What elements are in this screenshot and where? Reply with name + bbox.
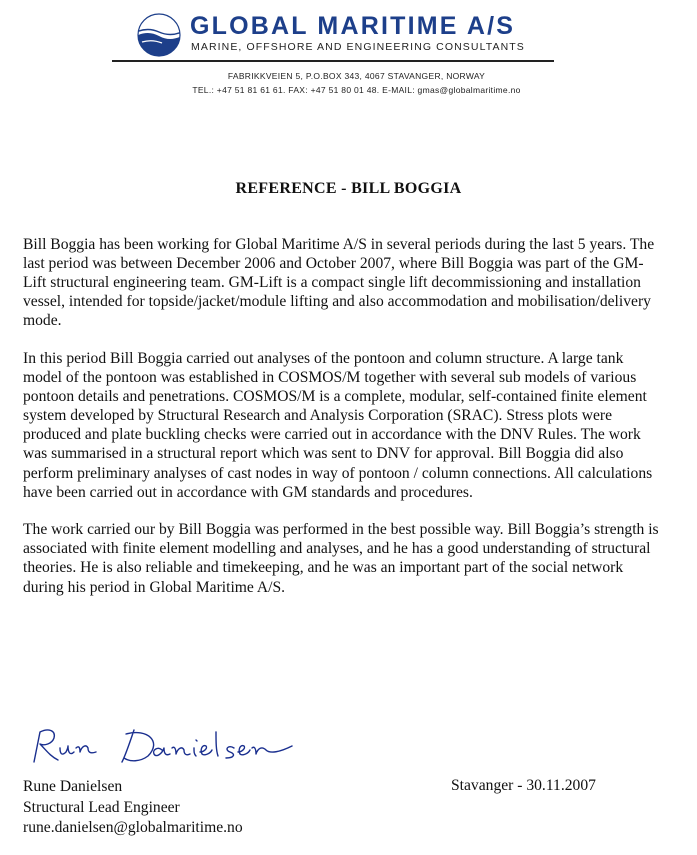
signer-name: Rune Danielsen xyxy=(23,778,123,795)
letter-body xyxy=(23,235,663,615)
signer-block xyxy=(23,777,243,839)
company-tagline: MARINE, OFFSHORE AND ENGINEERING CONSULTANTS xyxy=(191,41,525,53)
letterhead xyxy=(0,0,697,100)
globe-wave-icon xyxy=(136,12,182,58)
handwritten-signature xyxy=(30,722,300,770)
signer-role: Structural Lead Engineer xyxy=(23,798,180,816)
signer-email: rune.danielsen@globalmaritime.no xyxy=(23,819,243,836)
company-name: GLOBAL MARITIME A/S xyxy=(190,12,516,40)
company-contact: TEL.: +47 51 81 61 61. FAX: +47 51 80 01 48. E-MAIL: gmas@globalmaritime.no xyxy=(192,85,521,95)
body-paragraph-3: The work carried our by Bill Boggia was performed in the best possible way. Bill Boggia’s strength is associated with finite element modelling and analyses, and he has a good understanding of structural theories. He is also reliable and timekeeping, and he was an important part of the social network during his period in Global Maritime A/S. xyxy=(23,521,659,596)
letterhead-divider xyxy=(112,60,554,62)
body-paragraph-1: Bill Boggia has been working for Global Maritime A/S in several periods during the last 5 years. The last period was between December 2006 and October 2007, where Bill Boggia was part of the GM-Lift structural engineering team. GM-Lift is a compact single lift decommissioning and installation vessel, intended for topside/jacket/module lifting and also accommodation and mobilisation/delivery mode. xyxy=(23,236,655,330)
document-title: REFERENCE - BILL BOGGIA xyxy=(235,180,462,197)
company-address: FABRIKKVEIEN 5, P.O.BOX 343, 4067 STAVANGER, NORWAY xyxy=(227,71,486,81)
body-paragraph-2: In this period Bill Boggia carried out analyses of the pontoon and column structure. A large tank model of the pontoon was established in COSMOS/M together with several sub models of various pontoon details and penetrations. COSMOS/M is a complete, modular, self-contained finite element system developed by Structural Research and Analysis Corporation (SRAC). Stress plots were produced and plate buckling checks were carried out in accordance with the DNV Rules. The work was summarised in a structural report which was sent to DNV for approval. Bill Boggia did also perform preliminary analyses of cast nodes in way of pontoon / column connections. All calculations have been carried out in accordance with GM standards and procedures. xyxy=(23,349,653,501)
place-date: Stavanger - 30.11.2007 xyxy=(451,777,596,794)
